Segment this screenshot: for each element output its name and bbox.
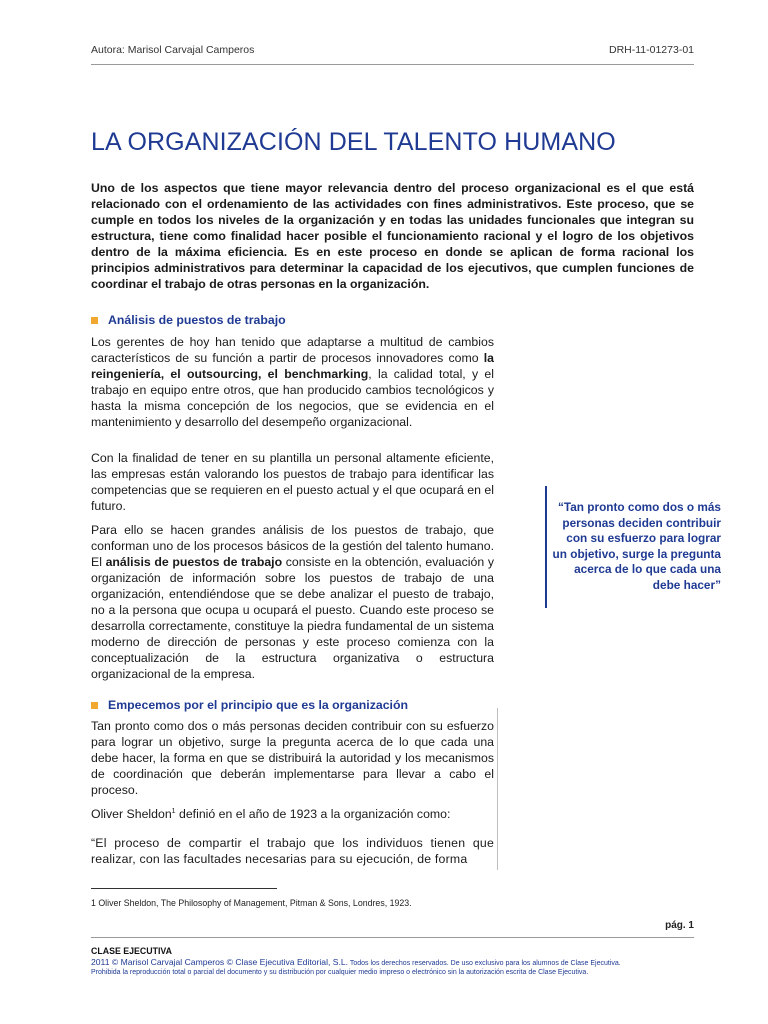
text-run: consiste en la obtención, evaluación y organización de información sobre los puestos de trabajo de una organización, entendiéndose que se debe analizar el puesto de trabajo, no a la persona que ocupa u ocupará el puesto. Cuando este proceso se desarrolla correctamente, constituye la piedra fundamental de un sistema moderno de dirección de personas y este proceso comienza con la conceptualización de la estructura organizativa o estructura organizacional de la empresa. <box>91 555 494 681</box>
text-run: Oliver Sheldon <box>91 807 172 821</box>
page-title: LA ORGANIZACIÓN DEL TALENTO HUMANO <box>91 128 616 156</box>
footnote-reference: 1 <box>171 807 176 815</box>
paragraph-definicion-quote: “El proceso de compartir el trabajo que los individuos tienen que realizar, con las facultades necesarias para su ejecución, de forma <box>91 836 494 866</box>
footer-prohibition: Prohibida la reproducción total o parcial del documento y su distribución por cualquier medio impreso o electrónico sin la autorización escrita de Clase Ejecutiva. <box>91 969 589 976</box>
bullet-square-icon <box>91 702 98 709</box>
text-run: definió en el año de 1923 a la organización como: <box>175 807 451 821</box>
pull-quote-text: “Tan pronto como dos o más personas deciden contribuir con su esfuerzo para lograr un objetivo, surge la pregunta acerca de lo que cada una debe hacer” <box>552 500 721 592</box>
paragraph-analisis <box>91 522 494 682</box>
intro-paragraph: Uno de los aspectos que tiene mayor relevancia dentro del proceso organizacional es el que está relacionado con el ordenamiento de las actividades con fines administrativos. Este proceso, que se cumple en todos los niveles de la organización y en todas las unidades funcionales que integran su estructura, tiene como finalidad hacer posible el funcionamiento racional y el logro de los objetivos dentro de la máxima eficiencia. Es en este proceso en donde se aplican de forma racional los principios administrativos para determinar la capacidad de los ejecutivos, que cumplen funciones de coordinar el trabajo de otras personas en la organización. <box>91 181 694 291</box>
header-author: Autora: Marisol Carvajal Camperos <box>91 44 255 56</box>
text-run: Los gerentes de hoy han tenido que adaptarse a multitud de cambios característicos de su función a partir de procesos innovadores como <box>91 335 494 365</box>
bold-text-run: la reingeniería, el outsourcing, el benchmarking <box>91 351 494 381</box>
bullet-square-icon <box>91 317 98 324</box>
paragraph-tan-pronto: Tan pronto como dos o más personas deciden contribuir con su esfuerzo para lograr un objetivo, surge la pregunta acerca de lo que cada una debe hacer, la forma en que se distribuirá la autoridad y los mecanismos de coordinación que deberán implementarse para llevar a cabo el proceso. <box>91 719 494 797</box>
section-heading-organizacion <box>91 698 408 712</box>
text-run: , la calidad total, y el trabajo en equipo entre otros, que han producido cambios tecnológicos y hasta la misma concepción de los negocios, que se evidencia en el mantenimiento y desarrollo del desempeño organizacional. <box>91 367 494 429</box>
header-divider <box>91 64 694 65</box>
paragraph-sheldon <box>91 806 494 822</box>
footer-divider <box>91 937 694 938</box>
footnote-divider <box>91 888 277 889</box>
bold-text-run: análisis de puestos de trabajo <box>105 555 283 569</box>
section-heading-analisis <box>91 313 286 327</box>
footer-brand: CLASE EJECUTIVA <box>91 946 172 956</box>
section-heading-label: Empecemos por el principio que es la organización <box>108 698 408 712</box>
header-document-code: DRH-11-01273-01 <box>608 44 694 56</box>
footer-copyright <box>91 957 621 967</box>
pull-quote-bar <box>545 486 547 608</box>
section-heading-label: Análisis de puestos de trabajo <box>108 313 286 327</box>
page-number: pág. 1 <box>665 920 694 931</box>
footnote: 1 Oliver Sheldon, The Philosophy of Management, Pitman & Sons, Londres, 1923. <box>91 898 412 908</box>
column-divider <box>497 708 498 870</box>
paragraph-finalidad: Con la finalidad de tener en su plantilla un personal altamente eficiente, las empresas están valorando los puestos de trabajo para identificar las competencias que se requieren en el puesto actual y el que ocupará en el futuro. <box>91 451 494 513</box>
paragraph-gerentes <box>91 334 494 430</box>
text-run: Para ello se hacen grandes análisis de los puestos de trabajo, que conforman uno de los procesos básicos de la gestión del talento humano. El <box>91 523 494 569</box>
rights-text: Todos los derechos reservados. De uso exclusivo para los alumnos de Clase Ejecutiva. <box>348 960 621 967</box>
copyright-text: 2011 © Marisol Carvajal Camperos © Clase Ejecutiva Editorial, S.L. <box>91 957 349 967</box>
pull-quote <box>545 486 735 608</box>
